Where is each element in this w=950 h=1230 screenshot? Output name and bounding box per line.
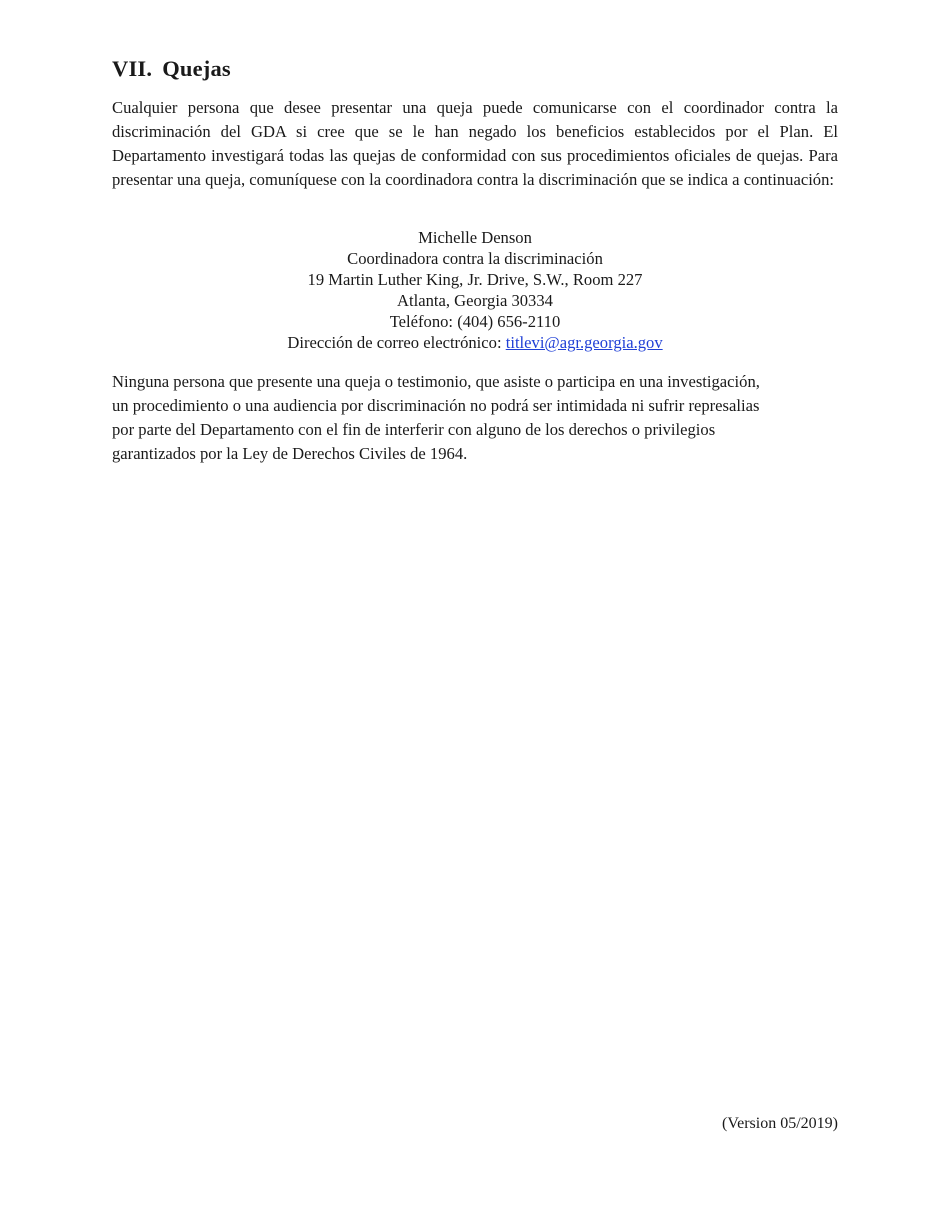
contact-phone: Teléfono: (404) 656-2110 <box>389 312 561 331</box>
intro-paragraph: Cualquier persona que desee presentar una queja puede comunicarse con el coordinador contra la discriminación del GDA si cree que se le han negado los beneficios establecidos por el Plan. El Departamento investigará todas las quejas de conformidad con sus procedimientos oficiales de quejas. Para presentar una queja, comuníquese con la coordinadora contra la discriminación que se indica a continuación: <box>112 98 838 189</box>
para2-line: un procedimiento o una audiencia por discriminación no podrá ser intimidada ni sufrir represalias <box>112 396 760 415</box>
contact-role: Coordinadora contra la discriminación <box>347 249 603 268</box>
contact-city: Atlanta, Georgia 30334 <box>397 291 553 310</box>
email-link[interactable]: titlevi@agr.georgia.gov <box>505 333 663 352</box>
contact-block <box>112 227 838 353</box>
para2-line: por parte del Departamento con el fin de interferir con alguno de los derechos o privilegios <box>112 420 716 439</box>
retaliation-paragraph <box>112 370 838 466</box>
section-number: VII. <box>112 56 153 81</box>
contact-name: Michelle Denson <box>418 228 532 247</box>
section-title: Quejas <box>162 56 231 81</box>
email-label: Dirección de correo electrónico: <box>287 333 506 352</box>
contact-email-line <box>112 332 838 353</box>
para2-line: garantizados por la Ley de Derechos Civiles de 1964. <box>112 444 468 463</box>
section-heading <box>112 56 231 82</box>
contact-street: 19 Martin Luther King, Jr. Drive, S.W., Room 227 <box>307 270 643 289</box>
para2-line: Ninguna persona que presente una queja o testimonio, que asiste o participa en una investigación, <box>112 372 760 391</box>
version-footer: (Version 05/2019) <box>722 1115 838 1132</box>
